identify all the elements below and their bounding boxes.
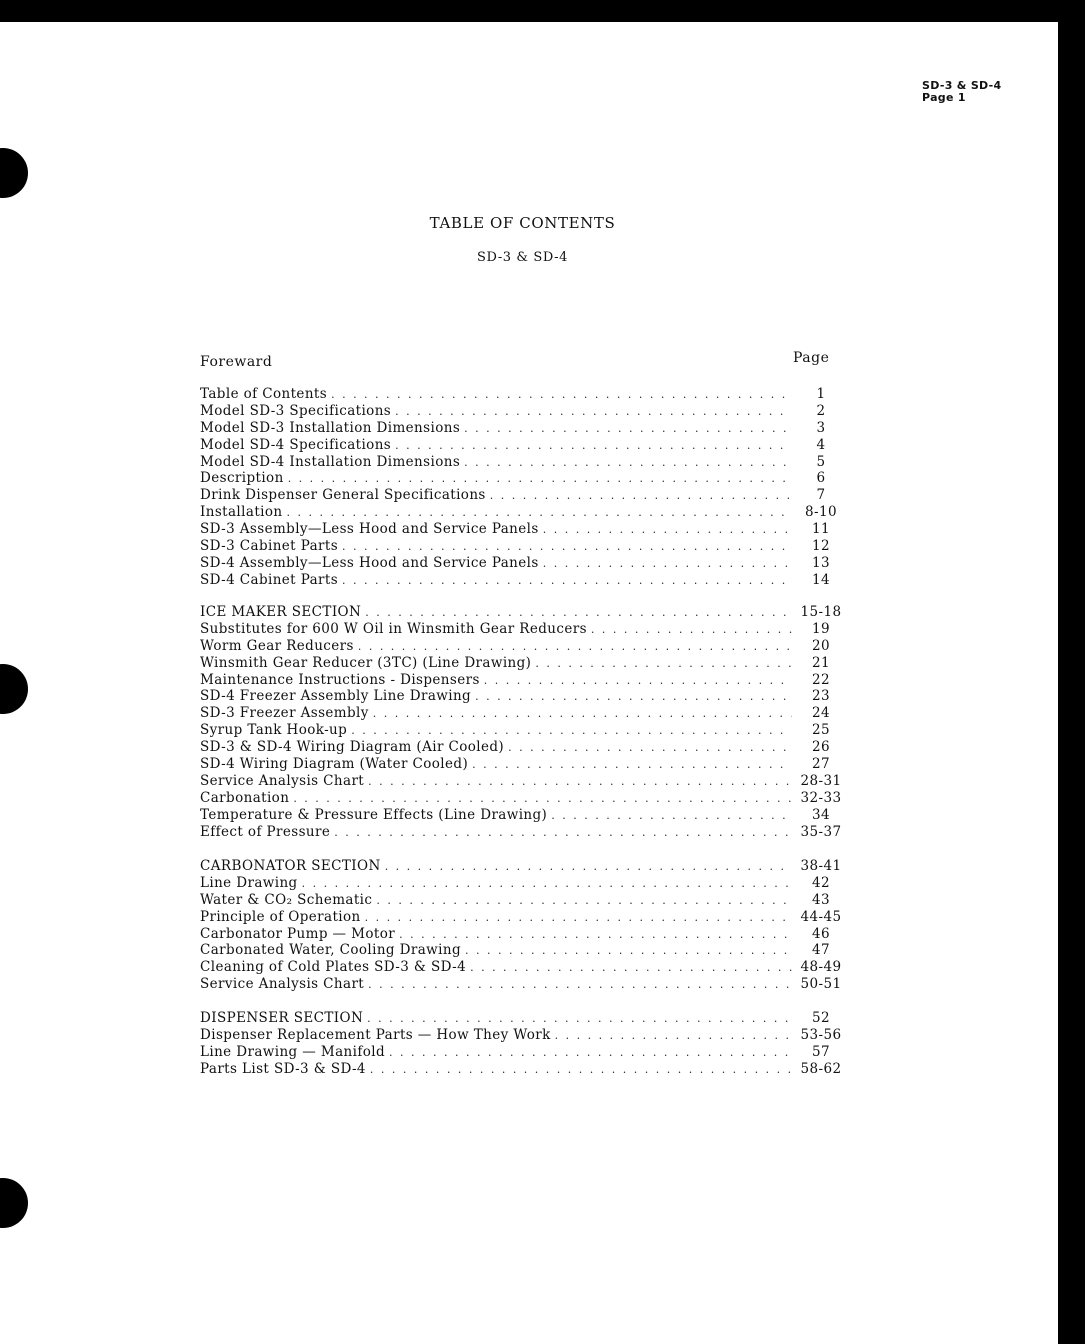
toc-entry-label: ICE MAKER SECTION [200,604,362,620]
dot-leader [365,910,792,927]
toc-entry-page: 58-62 [800,1060,842,1077]
toc-entry [200,1010,850,1027]
toc-entry [200,638,850,655]
toc-entry-page: 50-51 [800,976,842,993]
dot-leader [373,706,792,723]
toc-entry [200,909,850,926]
toc-entry-label: CARBONATOR SECTION [200,858,381,874]
toc-entry [200,672,850,689]
toc-entry [200,875,850,892]
header-page-number: Page 1 [922,91,966,104]
dot-leader [555,1028,792,1045]
toc-entry-page: 12 [812,538,830,555]
dot-leader [464,421,792,438]
toc-entry [200,824,850,841]
toc-entry-label: Service Analysis Chart [200,976,365,993]
toc-entry [200,790,850,807]
toc-entry [200,1027,850,1044]
dot-leader [551,808,792,825]
dot-leader [535,656,792,673]
toc-entry-page: 5 [816,453,826,470]
toc-entry-page: 34 [812,806,830,823]
dot-leader [288,471,792,488]
toc-entry [200,555,850,572]
dot-leader [508,740,792,757]
toc-entry-label: SD-3 Assembly—Less Hood and Service Panels [200,521,539,538]
toc-entry-page: 57 [812,1043,830,1060]
toc-entry-label: Maintenance Instructions - Dispensers [200,671,480,688]
toc-entry [200,858,850,875]
toc-entry-page: 6 [816,470,826,487]
dot-leader [367,1011,792,1028]
toc-entry [200,604,850,621]
toc-entry [200,621,850,638]
toc-entry [200,1061,850,1078]
toc-entry [200,572,850,589]
toc-entry-label: Description [200,470,284,487]
toc-entry-page: 21 [812,654,830,671]
toc-entry [200,739,850,756]
document-subtitle: SD-3 & SD-4 [477,250,568,265]
dot-leader [365,605,792,622]
dot-leader [385,859,792,876]
toc-entry-page: 22 [812,671,830,688]
toc-entry-label: Dispenser Replacement Parts — How They Work [200,1026,551,1043]
toc-entry [200,722,850,739]
toc-entry-label: Model SD-4 Installation Dimensions [200,453,461,470]
toc-entry-page: 24 [812,705,830,722]
dot-leader [293,791,792,808]
dot-leader [342,573,792,590]
toc-entry-page: 42 [812,874,830,891]
toc-entry-page: 23 [812,688,830,705]
toc-entry-label: SD-4 Wiring Diagram (Water Cooled) [200,756,469,773]
dot-leader [376,893,792,910]
dot-leader [472,757,792,774]
toc-entry [200,403,850,420]
toc-entry-label: SD-4 Assembly—Less Hood and Service Panels [200,554,539,571]
toc-entry-page: 1 [816,386,826,402]
dot-leader [591,622,792,639]
foreward-label: Foreward [200,354,273,370]
toc-entry-label: Carbonator Pump — Motor [200,925,396,942]
toc-entry [200,942,850,959]
toc-entry [200,521,850,538]
toc-entry [200,688,850,705]
toc-entry-label: Drink Dispenser General Specifications [200,487,486,504]
toc-entry [200,807,850,824]
toc-entry-label: Line Drawing [200,874,298,891]
toc-entry-page: 43 [812,891,830,908]
toc-entry-page: 28-31 [800,772,842,789]
toc-entry-label: Model SD-3 Installation Dimensions [200,419,461,436]
header-doc-id: SD-3 & SD-4 [922,79,1002,92]
toc-entry-label: Principle of Operation [200,908,361,925]
toc-entry-page: 4 [816,436,826,453]
toc-section-dispenser [200,1010,850,1078]
dot-leader [342,539,792,556]
toc-entry-label: Model SD-3 Specifications [200,402,392,419]
toc-entry-page: 13 [812,554,830,571]
dot-leader [543,556,792,573]
toc-entry-page: 38-41 [800,858,842,874]
toc-entry [200,538,850,555]
dot-leader [470,960,792,977]
toc-entry [200,892,850,909]
toc-entry-label: SD-3 Cabinet Parts [200,538,339,555]
toc-section-general [200,386,850,589]
dot-leader [399,927,792,944]
toc-entry-label: SD-4 Freezer Assembly Line Drawing [200,688,472,705]
dot-leader [389,1045,792,1062]
toc-entry-label: Effect of Pressure [200,823,331,840]
toc-entry [200,705,850,722]
toc-entry-page: 25 [812,722,830,739]
toc-entry-label: Water & CO₂ Schematic [200,891,373,908]
toc-entry-page: 27 [812,756,830,773]
dot-leader [465,943,792,960]
dot-leader [475,689,792,706]
toc-entry [200,976,850,993]
toc-entry-label: SD-3 Freezer Assembly [200,705,369,722]
toc-entry [200,655,850,672]
scan-border-right [1058,0,1085,1344]
toc-entry [200,1044,850,1061]
toc-entry-page: 15-18 [800,604,842,620]
toc-entry-page: 3 [816,419,826,436]
toc-entry [200,926,850,943]
toc-entry-page: 52 [812,1010,830,1026]
toc-entry [200,756,850,773]
dot-leader [464,455,792,472]
toc-entry-label: SD-3 & SD-4 Wiring Diagram (Air Cooled) [200,739,505,756]
toc-entry-label: Winsmith Gear Reducer (3TC) (Line Drawing) [200,654,532,671]
toc-entry-label: Table of Contents [200,386,328,402]
toc-entry [200,437,850,454]
scan-border-top [0,0,1085,22]
toc-entry [200,504,850,521]
toc-entry-label: Syrup Tank Hook-up [200,722,348,739]
toc-entry-page: 20 [812,637,830,654]
punch-hole [0,664,28,714]
dot-leader [302,876,792,893]
toc-entry-page: 44-45 [800,908,842,925]
toc-entry [200,773,850,790]
toc-entry-page: 48-49 [800,959,842,976]
dot-leader [368,774,792,791]
toc-entry-page: 2 [816,402,826,419]
dot-leader [395,438,792,455]
toc-entry-label: Substitutes for 600 W Oil in Winsmith Gear Reducers [200,620,587,637]
punch-hole [0,148,28,198]
toc-entry-label: Model SD-4 Specifications [200,436,392,453]
toc-entry-page: 7 [816,487,826,504]
toc-entry-label: Line Drawing — Manifold [200,1043,386,1060]
toc-entry-page: 46 [812,925,830,942]
toc-entry-label: Carbonated Water, Cooling Drawing [200,942,461,959]
toc-entry-page: 8-10 [805,504,837,521]
toc-entry [200,487,850,504]
toc-entry-label: Carbonation [200,789,290,806]
dot-leader [358,639,792,656]
toc-entry-label: Installation [200,504,283,521]
toc-entry [200,420,850,437]
dot-leader [395,404,792,421]
toc-entry-page: 26 [812,739,830,756]
toc-entry-page: 53-56 [800,1026,842,1043]
toc-entry-page: 32-33 [800,789,842,806]
dot-leader [286,505,792,522]
toc-entry-label: DISPENSER SECTION [200,1010,364,1026]
dot-leader [370,1062,792,1079]
toc-entry [200,454,850,471]
toc-entry-label: Temperature & Pressure Effects (Line Drawing) [200,806,548,823]
toc-entry [200,386,850,403]
dot-leader [368,977,792,994]
toc-entry-label: Cleaning of Cold Plates SD-3 & SD-4 [200,959,467,976]
toc-entry-page: 14 [812,571,830,588]
toc-entry-page: 11 [812,521,830,538]
page-column-header: Page [793,350,830,366]
toc-entry [200,959,850,976]
dot-leader [484,673,792,690]
toc-entry-page: 19 [812,620,830,637]
dot-leader [490,488,792,505]
toc-entry-label: Service Analysis Chart [200,772,365,789]
toc-section-ice-maker [200,604,850,840]
dot-leader [334,825,792,842]
toc-entry-label: Worm Gear Reducers [200,637,354,654]
toc-entry-label: Parts List SD-3 & SD-4 [200,1060,366,1077]
toc-entry-page: 47 [812,942,830,959]
dot-leader [331,387,792,404]
toc-section-carbonator [200,858,850,993]
punch-hole [0,1178,28,1228]
dot-leader [351,723,792,740]
toc-entry-label: SD-4 Cabinet Parts [200,571,339,588]
page-header [922,80,1002,104]
toc-entry [200,470,850,487]
dot-leader [543,522,792,539]
toc-entry-page: 35-37 [800,823,842,840]
document-title: TABLE OF CONTENTS [429,214,616,232]
